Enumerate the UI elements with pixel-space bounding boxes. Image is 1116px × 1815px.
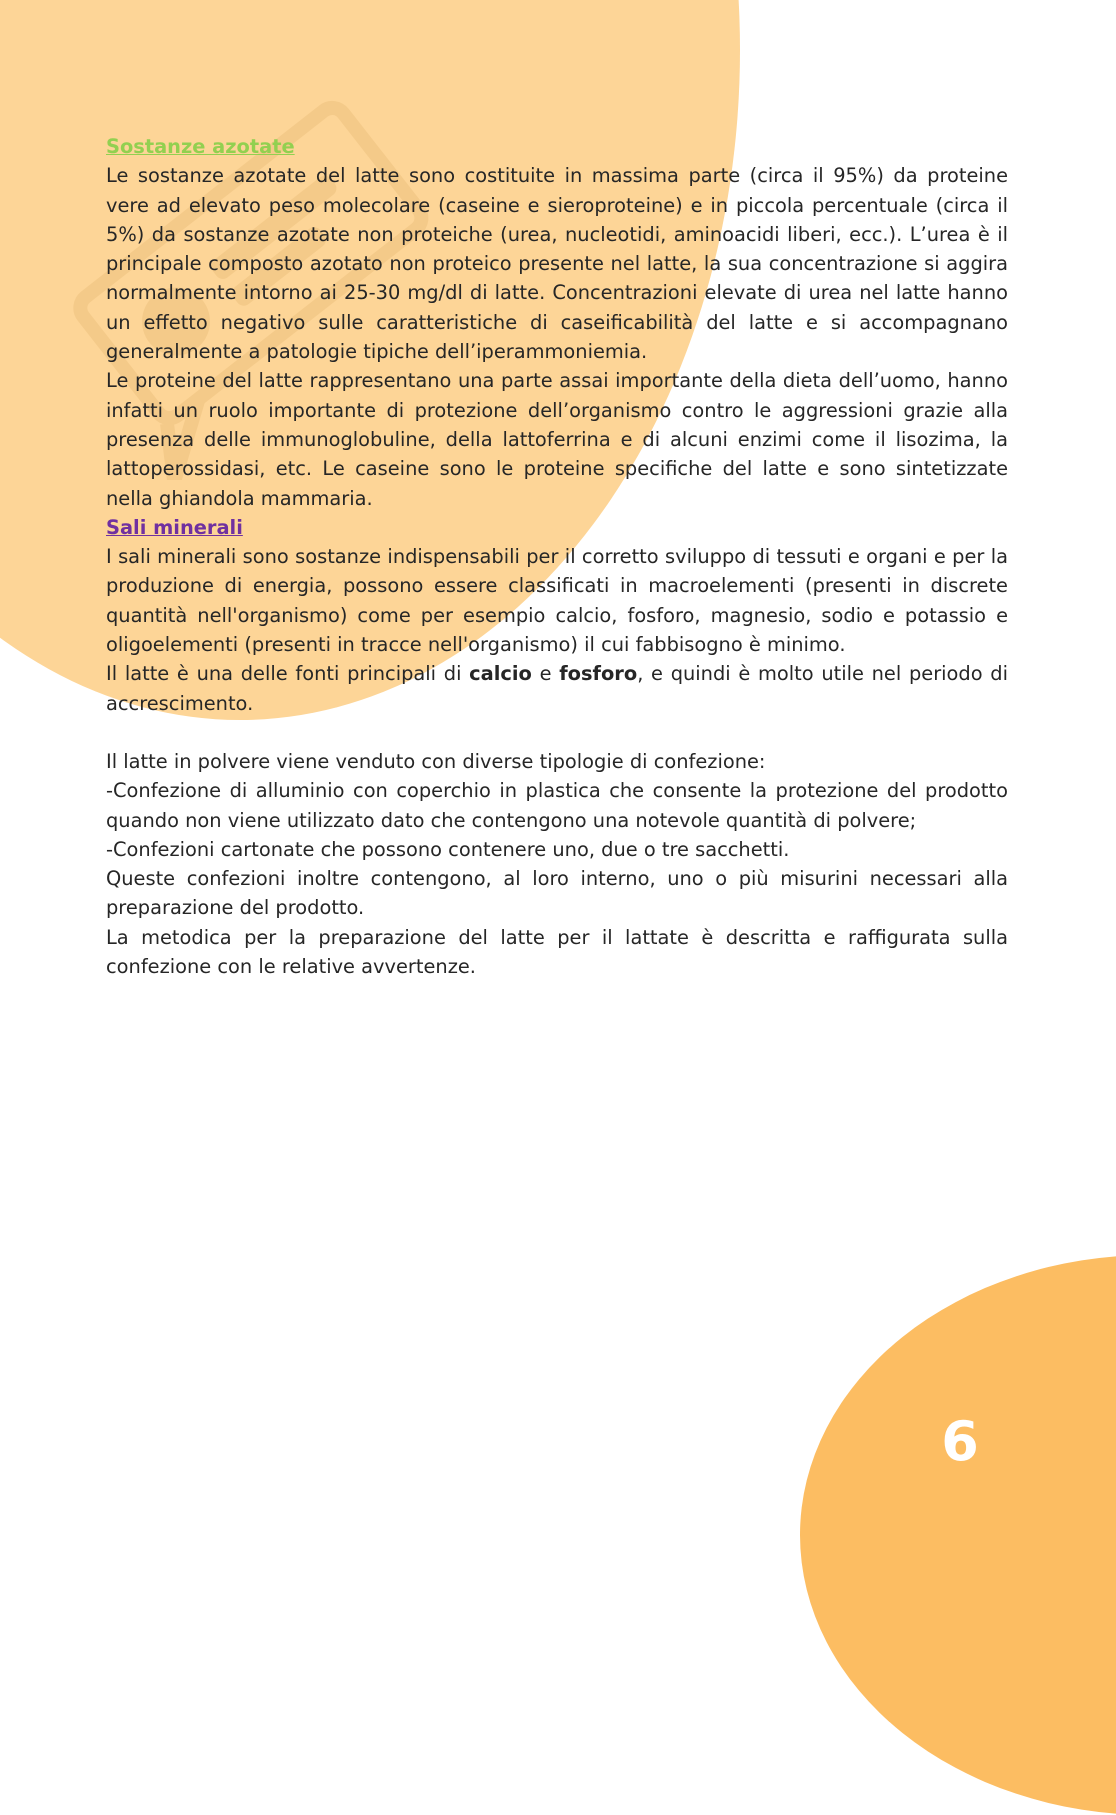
list-item-paragraph: -Confezione di alluminio con coperchio in plastica che consente la protezione del prodotto quando non viene utilizzato dato che contengono una notevole quantità di polvere; [106,779,1008,832]
paragraph: Le proteine del latte rappresentano una parte assai importante della dieta dell’uomo, hanno infatti un ruolo importante di protezione dell’organismo contro le aggressioni grazie alla presenza delle immunoglobuline, della lattoferrina e di alcuni enzimi come il lisozima, la lattoperossidasi, etc. Le caseine sono le proteine specifiche del latte e sono sintetizzate nella ghiandola mammaria. [106,369,1008,510]
page-number: 6 [941,1410,979,1473]
paragraph-calcio-fosforo [106,659,1008,718]
text-span: e [531,662,560,686]
decorative-bottom-blob [800,1255,1116,1815]
paragraph: I sali minerali sono sostanze indispensabili per il corretto sviluppo di tessuti e organi e per la produzione di energia, possono essere classificati in macroelementi (presenti in discrete quantità nell'organismo) come per esempio calcio, fosforo, magnesio, sodio e potassio e oligoelementi (presenti in tracce nell'organismo) il cui fabbisogno è minimo. [106,545,1008,657]
paragraph: Queste confezioni inoltre contengono, al loro interno, uno o più misurini necessari alla preparazione del prodotto. [106,867,1008,920]
section-heading-sostanze-azotate: Sostanze azotate [106,135,295,158]
list-item-paragraph: -Confezioni cartonate che possono contenere uno, due o tre sacchetti. [106,837,790,861]
paragraph: La metodica per la preparazione del latte per il lattate è descritta e raffigurata sulla confezione con le relative avvertenze. [106,925,1008,979]
paragraph: Il latte in polvere viene venduto con diverse tipologie di confezione: [106,749,766,773]
text-span: Il latte è una delle fonti principali di [106,662,470,686]
bold-term-calcio: calcio [469,662,532,686]
paragraph: Le sostanze azotate del latte sono costituite in massima parte (circa il 95%) da proteine vere ad elevato peso molecolare (caseine e sieroproteine) e in piccola percentuale (circa il 5%) da sostanze azotate non proteiche (urea, nucleotidi, aminoacidi liberi, ecc.). L’urea è il principale composto azotato non proteico presente nel latte, la sua concentrazione si aggira normalmente intorno ai 25-30 mg/dl di latte. Concentrazioni elevate di urea nel latte hanno un effetto negativo sulle caratteristiche di caseificabilità del latte e si accompagnano generalmente a patologie tipiche dell’iperammoniemia. [106,164,1008,364]
section-heading-sali-minerali: Sali minerali [106,515,243,539]
text-span: , e quindi è molto utile nel periodo di accrescimento. [106,662,1008,715]
page-content [106,132,1008,981]
paragraph-spacer [106,718,1008,747]
bold-term-fosforo: fosforo [559,662,638,686]
